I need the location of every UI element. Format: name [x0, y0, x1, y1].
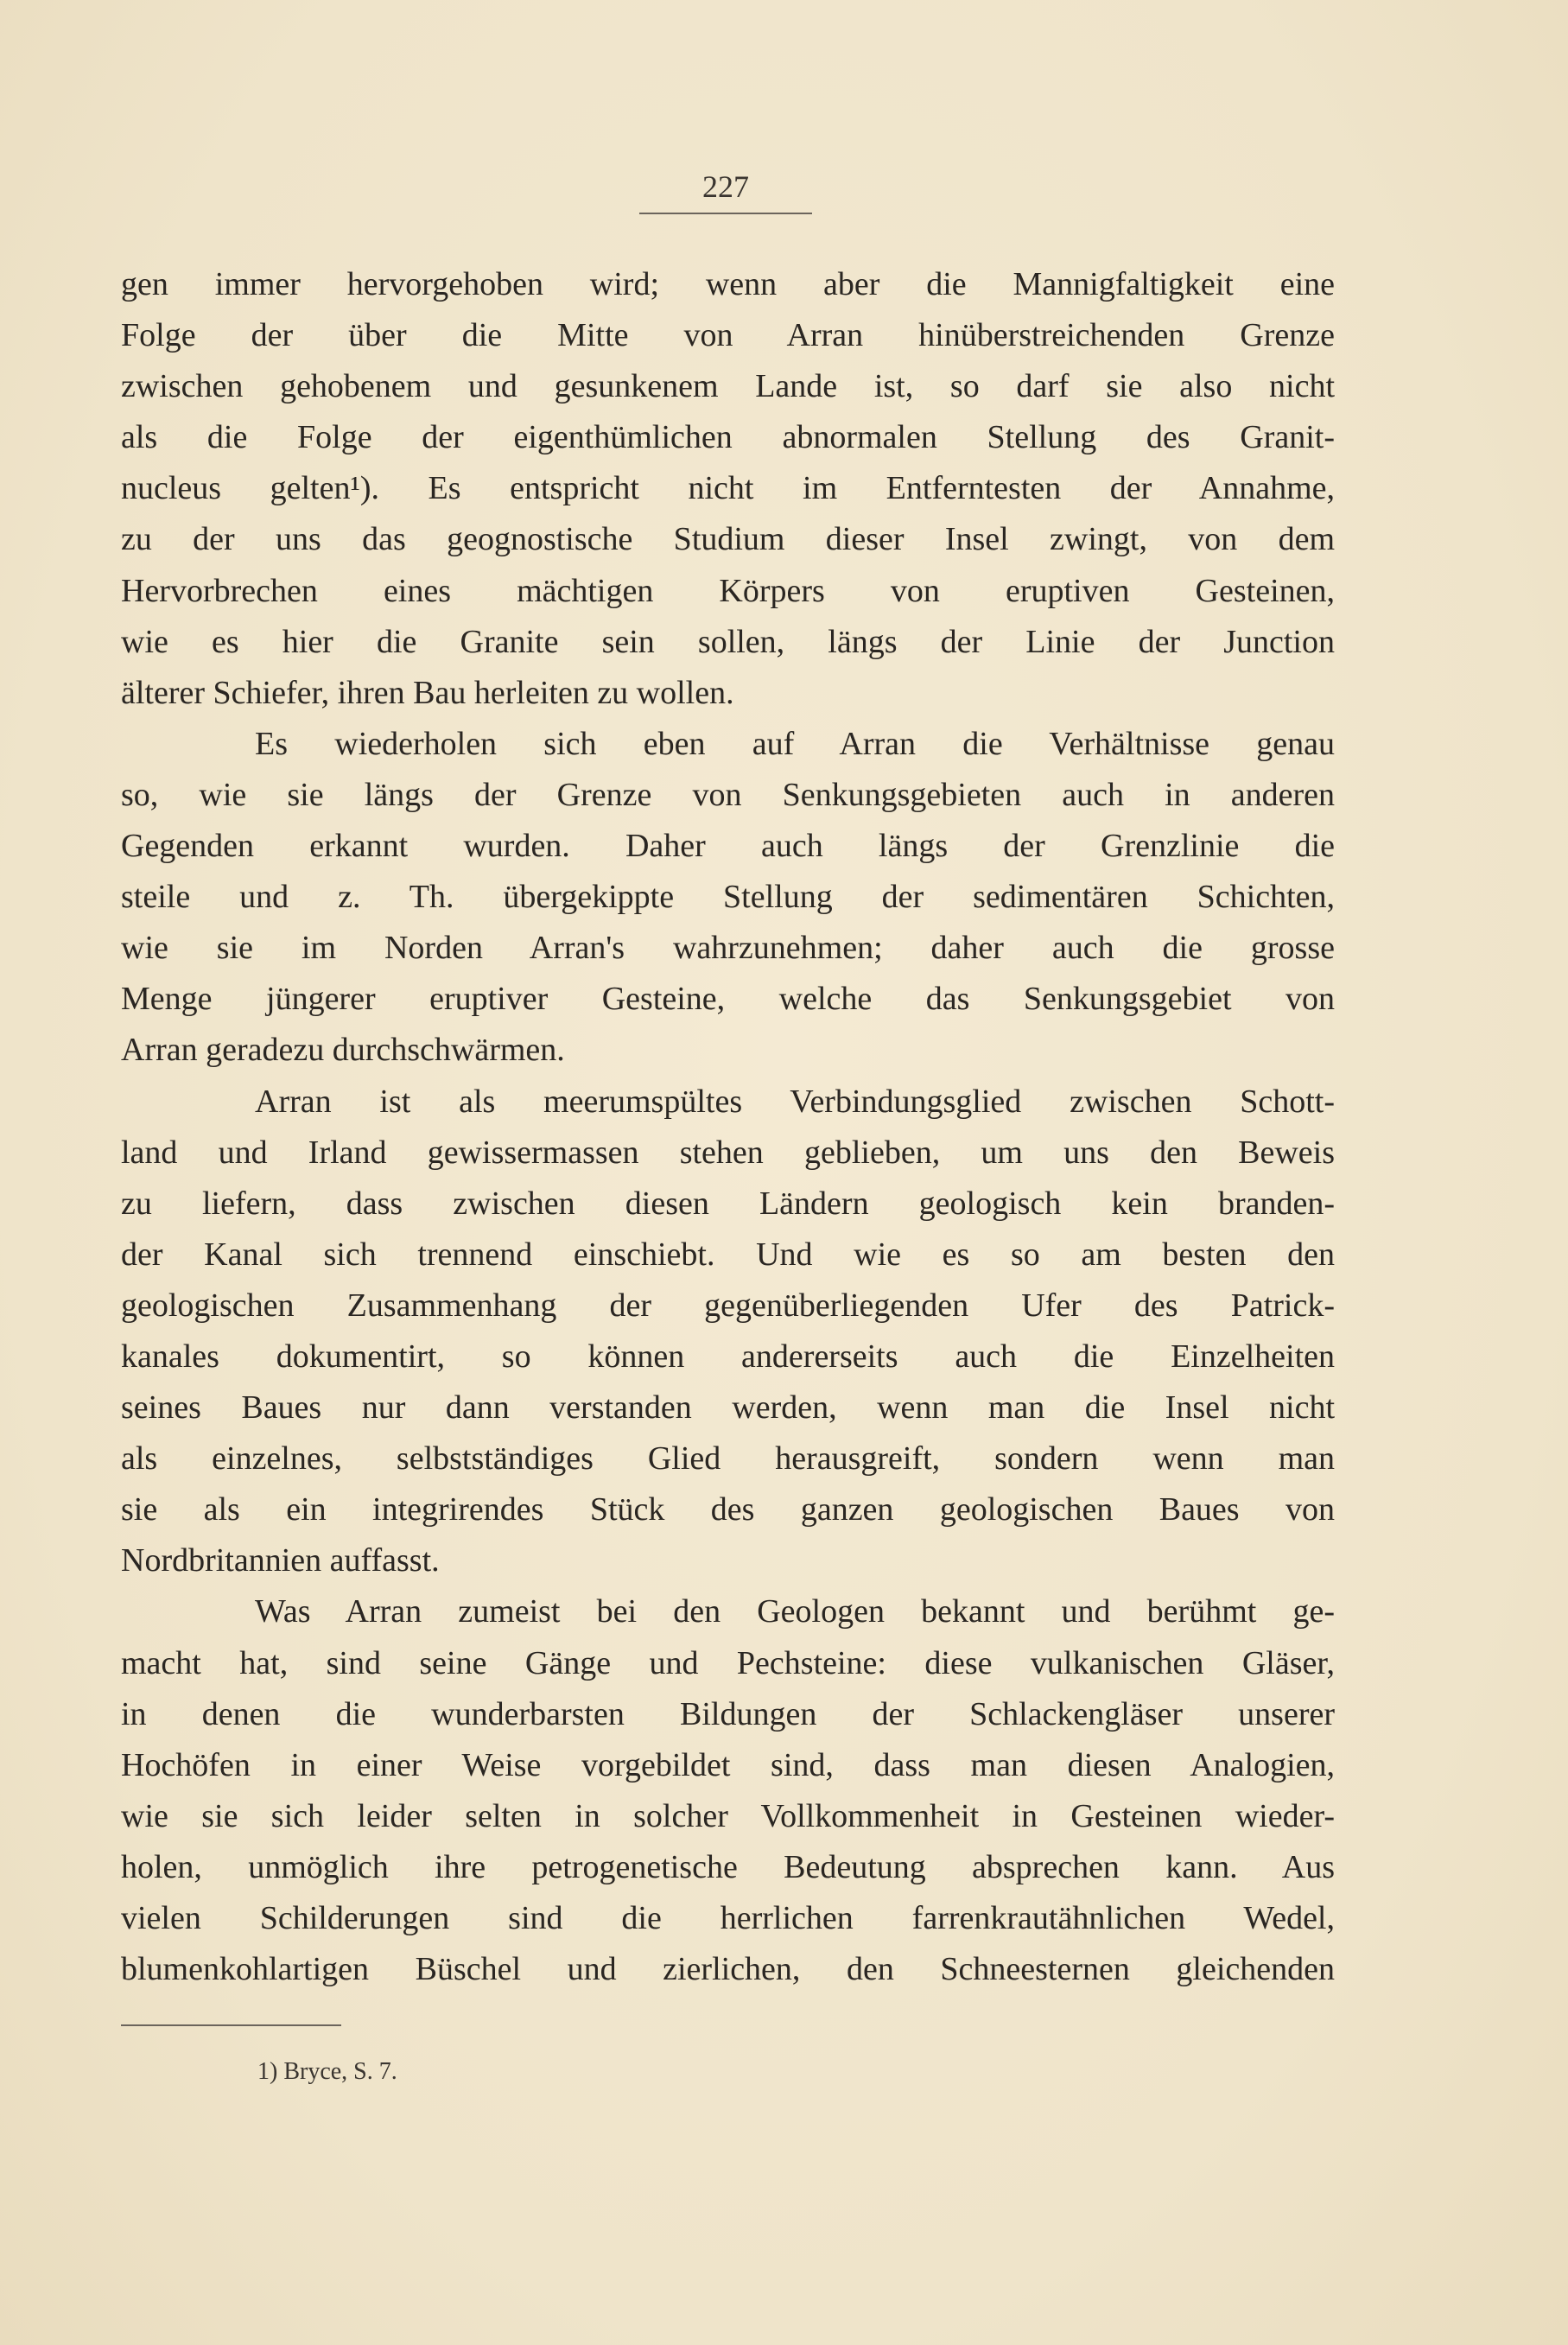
- text-line: holen, unmöglich ihre petrogenetische Bedeutung absprechen kann. Aus: [121, 1848, 1335, 1885]
- text-line: der Kanal sich trennend einschiebt. Und wie es so am besten den: [121, 1236, 1335, 1273]
- text-line: Menge jüngerer eruptiver Gesteine, welche das Senkungsgebiet von: [121, 981, 1335, 1018]
- page-number: 227: [702, 169, 749, 204]
- text-line: wie es hier die Granite sein sollen, längs der Linie der Junction: [121, 623, 1335, 660]
- text-line: so, wie sie längs der Grenze von Senkungsgebieten auch in anderen: [121, 776, 1335, 813]
- footnote-rule: [121, 2024, 341, 2026]
- text-line: Arran geradezu durchschwärmen.: [121, 1032, 565, 1069]
- text-line: gen immer hervorgehoben wird; wenn aber die Mannigfaltigkeit eine: [121, 266, 1335, 302]
- text-line: land und Irland gewissermassen stehen geblieben, um uns den Beweis: [121, 1134, 1335, 1171]
- text-line: zu der uns das geognostische Studium dieser Insel zwingt, von dem: [121, 521, 1335, 558]
- text-line: Nordbritannien auffasst.: [121, 1542, 440, 1579]
- paragraph-start-line: Arran ist als meerumspültes Verbindungsglied zwischen Schott-: [255, 1083, 1335, 1120]
- footnote: 1) Bryce, S. 7.: [257, 2058, 397, 2085]
- text-line: wie sie im Norden Arran's wahrzunehmen; daher auch die grosse: [121, 930, 1335, 967]
- page-number-rule: [639, 213, 812, 214]
- text-line: Folge der über die Mitte von Arran hinüberstreichenden Grenze: [121, 317, 1335, 354]
- text-line: vielen Schilderungen sind die herrlichen farrenkrautähnlichen Wedel,: [121, 1900, 1335, 1936]
- text-line: wie sie sich leider selten in solcher Vollkommenheit in Gesteinen wieder-: [121, 1797, 1335, 1834]
- text-line: steile und z. Th. übergekippte Stellung der sedimentären Schichten,: [121, 879, 1335, 916]
- text-line: Hochöfen in einer Weise vorgebildet sind, dass man diesen Analogien,: [121, 1746, 1335, 1783]
- body-text: [121, 259, 1335, 1995]
- paragraph-start-line: Was Arran zumeist bei den Geologen bekannt und berühmt ge-: [255, 1593, 1335, 1630]
- text-line: Hervorbrechen eines mächtigen Körpers von eruptiven Gesteinen,: [121, 572, 1335, 609]
- text-line: sie als ein integrirendes Stück des ganzen geologischen Baues von: [121, 1491, 1335, 1528]
- text-line: blumenkohlartigen Büschel und zierlichen, den Schneesternen gleichenden: [121, 1951, 1335, 1988]
- text-line: als einzelnes, selbstständiges Glied herausgreift, sondern wenn man: [121, 1440, 1335, 1478]
- text-line: als die Folge der eigenthümlichen abnormalen Stellung des Granit-: [121, 419, 1335, 456]
- paragraph-start-line: Es wiederholen sich eben auf Arran die Verhältnisse genau: [255, 725, 1335, 762]
- text-line: seines Baues nur dann verstanden werden, wenn man die Insel nicht: [121, 1389, 1335, 1427]
- text-line: macht hat, sind seine Gänge und Pechsteine: diese vulkanischen Gläser,: [121, 1644, 1335, 1681]
- text-line: zu liefern, dass zwischen diesen Ländern geologisch kein branden-: [121, 1185, 1335, 1222]
- text-line: geologischen Zusammenhang der gegenüberliegenden Ufer des Patrick-: [121, 1287, 1335, 1324]
- text-line: nucleus gelten¹). Es entspricht nicht im Entferntesten der Annahme,: [121, 470, 1335, 507]
- text-line: älterer Schiefer, ihren Bau herleiten zu wollen.: [121, 674, 734, 711]
- text-line: in denen die wunderbarsten Bildungen der Schlackengläser unserer: [121, 1695, 1335, 1732]
- text-line: kanales dokumentirt, so können andererseits auch die Einzelheiten: [121, 1338, 1335, 1375]
- text-line: Gegenden erkannt wurden. Daher auch längs der Grenzlinie die: [121, 828, 1335, 865]
- text-line: zwischen gehobenem und gesunkenem Lande ist, so darf sie also nicht: [121, 368, 1335, 405]
